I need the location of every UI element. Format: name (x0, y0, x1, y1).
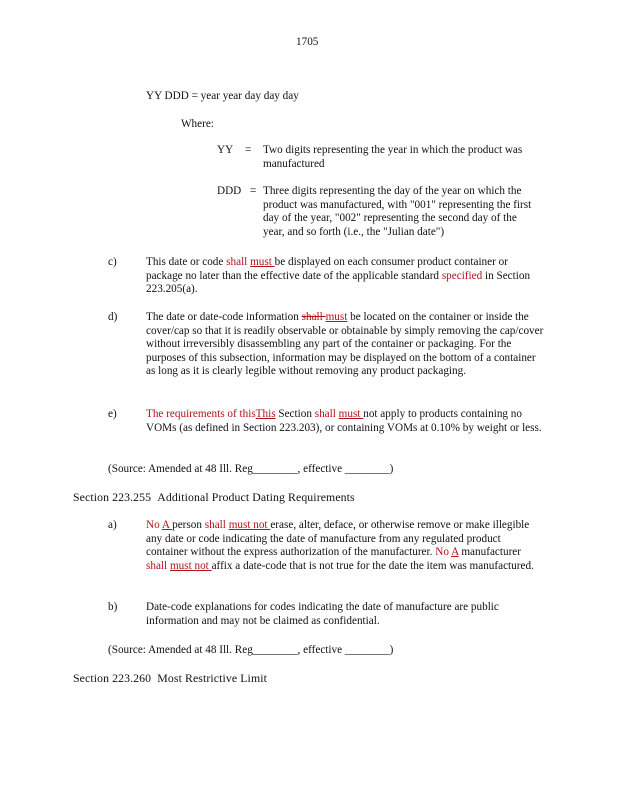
item-label: a) (108, 519, 117, 531)
definition-equals: = (245, 144, 252, 156)
source-prefix: (Source: Amended at 48 Ill. Reg (108, 463, 253, 475)
definition-text: Two digits representing the year in which the product was manufactured (263, 144, 523, 170)
text: manufacturer (458, 546, 521, 559)
paragraph-c (146, 256, 542, 297)
text: erase, alter, deface, or otherwise remove or make illegible any date or code indicating the date of manufacture from any regulated product container without the express authorization of the manufacturer. (146, 519, 530, 559)
deleted-text: A (161, 519, 173, 531)
page-number: 1705 (296, 36, 319, 48)
item-label: b) (108, 601, 118, 613)
deleted-text: shall (314, 408, 339, 420)
inserted-text: No (435, 546, 452, 559)
text: not apply to products containing no VOMs (as defined in Section 223.203), or containing VOMs at 0.10% by weight or less. (146, 408, 542, 434)
inserted-text: shall (226, 256, 251, 268)
definition-term: DDD (217, 185, 242, 197)
source-note (108, 463, 393, 477)
source-blank: ________ (252, 463, 298, 475)
source-blank: ________ (344, 463, 390, 475)
source-suffix: ) (389, 463, 394, 475)
where-label: Where: (181, 118, 214, 130)
text: in Section 223.205(a). (146, 269, 531, 296)
item-label: d) (108, 311, 118, 323)
text: be displayed on each consumer product container or package no later than the effective date of the applicable standard (146, 256, 508, 282)
inserted-text: must (250, 256, 275, 268)
inserted-text: must not (228, 519, 271, 531)
paragraph-d (146, 311, 546, 379)
source-blank: ________ (344, 644, 390, 656)
deleted-text: shall (301, 311, 326, 323)
source-suffix: ) (389, 644, 394, 656)
section-title: Most Restrictive Limit (157, 671, 267, 685)
section-number: Section 223.260 (73, 671, 152, 685)
section-title: Additional Product Dating Requirements (157, 490, 355, 504)
text: This date or code (146, 256, 227, 268)
paragraph-e (146, 408, 544, 435)
inserted-text: must (338, 408, 364, 420)
inserted-text: This (255, 408, 276, 420)
text: Section (275, 408, 315, 420)
source-blank: ________ (252, 644, 298, 656)
source-prefix: (Source: Amended at 48 Ill. Reg (108, 644, 253, 656)
source-note (108, 644, 393, 658)
deleted-text: The requirements of this (146, 408, 256, 420)
definition-text: Three digits representing the day of the year on which the product was manufactured, with "001" representing the first day of the year, "002" representing the second day of the year, and so forth (i.e., the "Julian date") (263, 185, 532, 238)
source-mid: , effective (297, 644, 345, 656)
section-number: Section 223.255 (73, 490, 152, 504)
deleted-text: shall (204, 519, 229, 531)
text: person (172, 519, 205, 531)
inserted-text: must not (169, 559, 212, 572)
text: be located on the container or inside the cover/cap so that it is readily observable or obtainable by simply removing the cap/cover without irreversibly disassembling any part of the container or packaging. For the purposes of this subsection, information may be displayed on the bottom of a container as long as it is clearly legible without removing any product packaging. (146, 311, 544, 378)
inserted-text: No (146, 519, 162, 531)
inserted-text: specified (441, 269, 483, 282)
section-heading-255 (73, 491, 355, 505)
text: affix a date-code that is not true for the date the item was manufactured. (211, 559, 534, 572)
item-label: c) (108, 256, 117, 268)
definition-equals: = (250, 185, 257, 197)
section-heading-260 (73, 672, 267, 686)
text: The date or date-code information (146, 311, 302, 323)
paragraph-a (146, 519, 542, 573)
deleted-text: shall (146, 559, 170, 572)
inserted-text: must (325, 311, 348, 323)
item-label: e) (108, 408, 117, 420)
source-mid: , effective (297, 463, 345, 475)
date-format-line: YY DDD = year year day day day (146, 90, 299, 102)
definition-term: YY (217, 144, 234, 156)
deleted-text: A (451, 546, 459, 559)
paragraph-b: Date-code explanations for codes indicating the date of manufacture are public information and may not be claimed as confidential. (146, 601, 499, 627)
